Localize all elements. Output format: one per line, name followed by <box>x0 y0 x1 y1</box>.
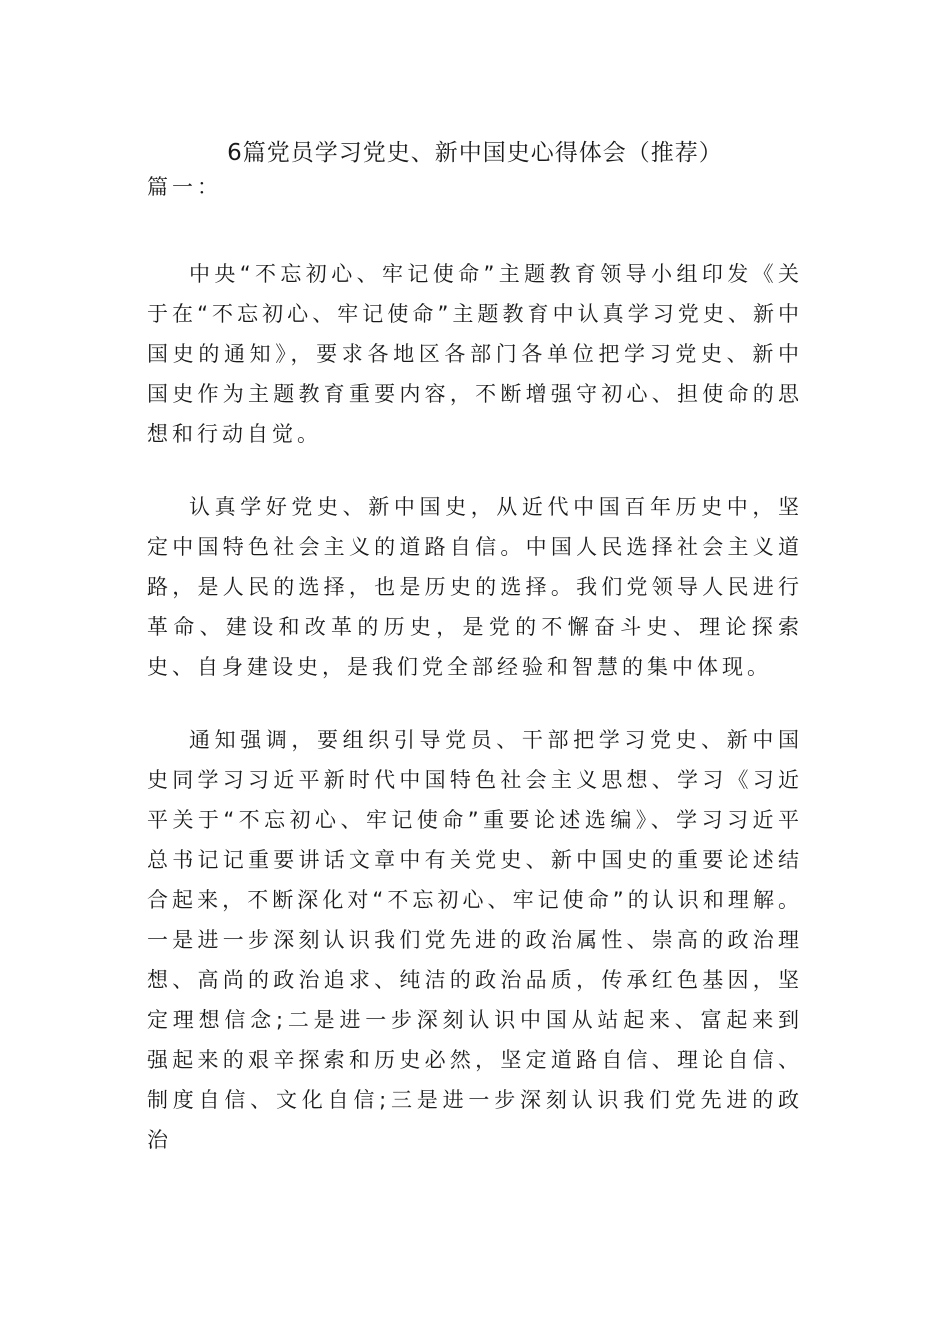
paragraph-1: 中央“不忘初心、牢记使命”主题教育领导小组印发《关于在“不忘初心、牢记使命”主题教育中认真学习党史、新中国史的通知》，要求各地区各部门各单位把学习党史、新中国史作为主题教育重要内容，不断增强守初心、担使命的思想和行动自觉。 <box>147 262 803 446</box>
paragraph-2: 认真学好党史、新中国史，从近代中国百年历史中，坚定中国特色社会主义的道路自信。中国人民选择社会主义道路，是人民的选择，也是历史的选择。我们党领导人民进行革命、建设和改革的历史，是党的不懈奋斗史、理论探索史、自身建设史，是我们党全部经验和智慧的集中体现。 <box>147 495 803 679</box>
section-label: 篇一： <box>147 175 222 199</box>
document-body <box>147 254 803 1193</box>
document-title: 6篇党员学习党史、新中国史心得体会（推荐） <box>227 140 723 166</box>
paragraph-3: 通知强调，要组织引导党员、干部把学习党史、新中国史同学习习近平新时代中国特色社会主义思想、学习《习近平关于“不忘初心、牢记使命”重要论述选编》、学习习近平总书记记重要讲话文章中有关党史、新中国史的重要论述结合起来，不断深化对“不忘初心、牢记使命”的认识和理解。一是进一步深刻认识我们党先进的政治属性、崇高的政治理想、高尚的政治追求、纯洁的政治品质，传承红色基因，坚定理想信念;二是进一步深刻认识中国从站起来、富起来到强起来的艰辛探索和历史必然，坚定道路自信、理论自信、制度自信、文化自信;三是进一步深刻认识我们党先进的政治 <box>147 728 803 1152</box>
